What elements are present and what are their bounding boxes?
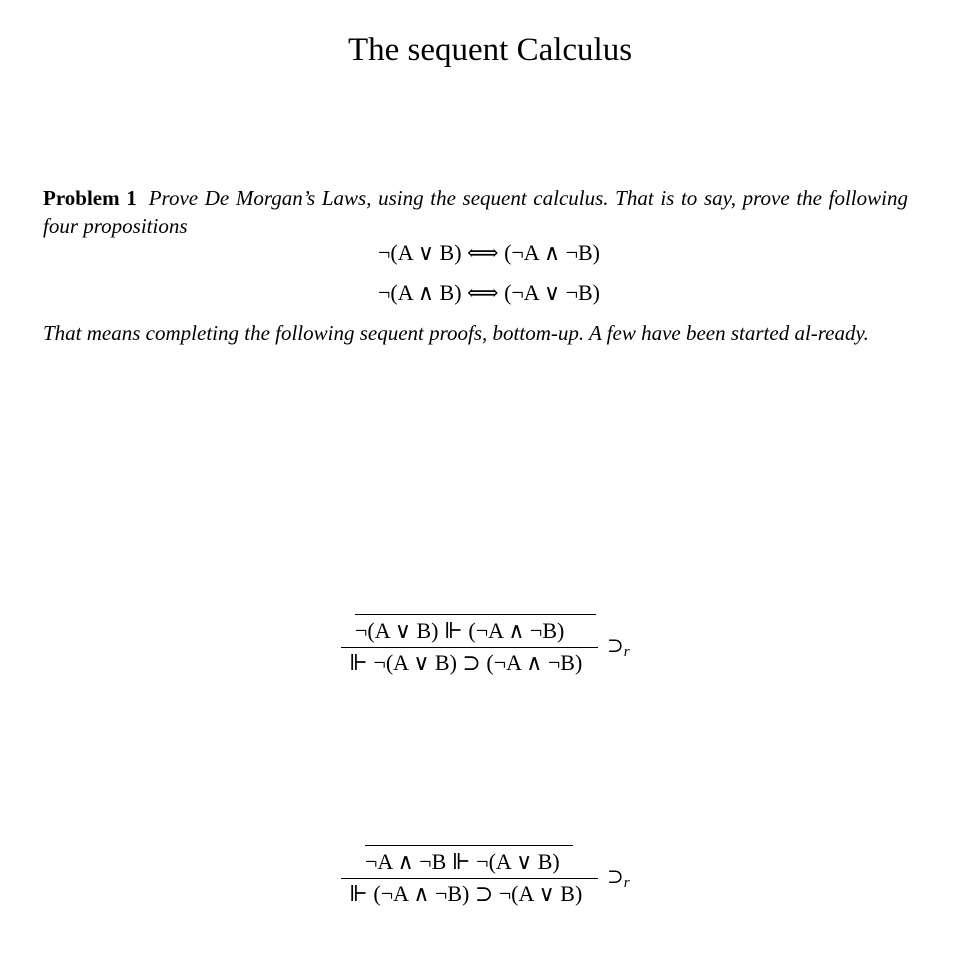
page-title: The sequent Calculus — [347, 32, 633, 68]
proof-conclusion: ⊩ ¬(A ∨ B) ⊃ (¬A ∧ ¬B) — [349, 650, 583, 675]
open-premise-bar — [355, 614, 596, 615]
rule-subscript: r — [623, 875, 630, 891]
proof-conclusion: ⊩ (¬A ∧ ¬B) ⊃ ¬(A ∨ B) — [349, 881, 583, 906]
formula-de-morgan-1: ¬(A ∨ B) ⟺ (¬A ∧ ¬B) — [378, 240, 600, 265]
sequent-proof-2 — [341, 843, 641, 913]
open-premise-bar — [365, 845, 573, 846]
proof-premise: ¬A ∧ ¬B ⊩ ¬(A ∨ B) — [365, 849, 560, 874]
inference-line — [341, 878, 598, 879]
problem-statement — [43, 184, 908, 240]
rule-symbol: ⊃ — [607, 635, 624, 657]
sequent-proof-1 — [341, 612, 641, 682]
rule-subscript: r — [623, 644, 630, 660]
formula-de-morgan-2: ¬(A ∧ B) ⟺ (¬A ∨ ¬B) — [378, 280, 600, 305]
inference-line — [341, 647, 598, 648]
rule-label — [607, 634, 630, 660]
problem-label: Problem 1 — [43, 186, 137, 210]
rule-label — [607, 865, 630, 891]
proof-premise: ¬(A ∨ B) ⊩ (¬A ∧ ¬B) — [355, 618, 565, 643]
problem-text: Prove De Morgan’s Laws, using the sequent calculus. That is to say, prove the following four propositions — [43, 186, 908, 238]
intro-text: That means completing the following sequent proofs, bottom-up. A few have been started al-ready. — [43, 321, 869, 345]
rule-symbol: ⊃ — [607, 866, 624, 888]
